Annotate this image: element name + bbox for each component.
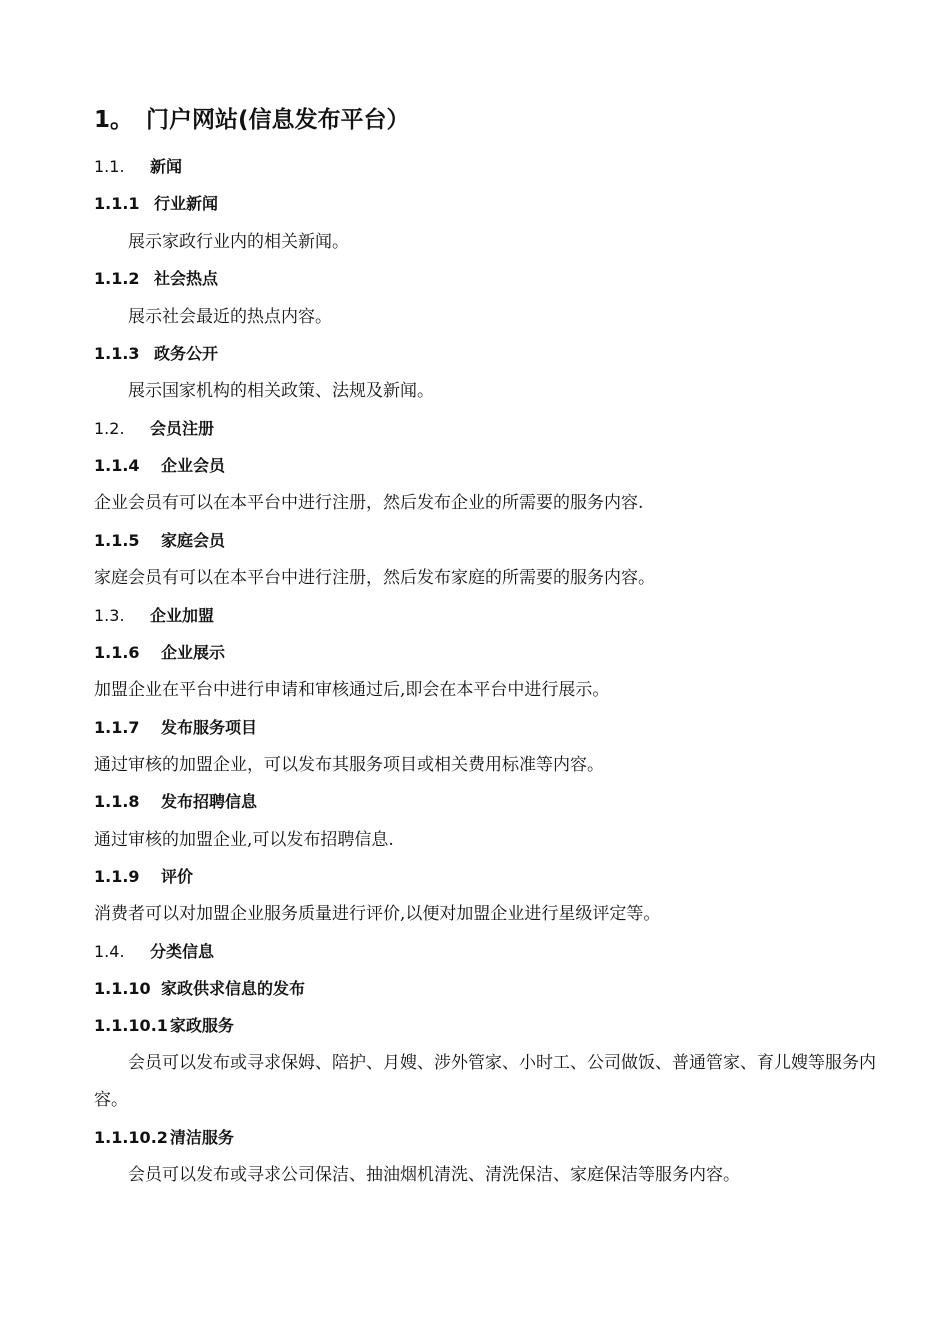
subsection-number: 1.1.5 [94,531,140,550]
subsection-number: 1.1.10 [94,979,151,998]
subsection-number: 1.1.6 [94,643,140,662]
paragraph-cleaning: 会员可以发布或寻求公司保洁、抽油烟机清洗、清洗保洁、家庭保洁等服务内容。 [128,1165,740,1185]
subsubsection-title: 清洁服务 [169,1128,234,1147]
subsection-heading-publish-services [94,715,257,741]
subsection-heading-evaluation [94,864,193,890]
paragraph-housekeeping: 会员可以发布或寻求保姆、陪护、月嫂、涉外管家、小时工、公司做饭、普通管家、育儿嫂等服务内容。 [94,1053,876,1110]
paragraph-enterprise-showcase: 加盟企业在平台中进行申请和审核通过后,即会在本平台中进行展示。 [94,680,610,700]
subsection-number: 1.1.7 [94,718,140,737]
paragraph-enterprise-member: 企业会员有可以在本平台中进行注册，然后发布企业的所需要的服务内容. [94,493,644,513]
subsection-title: 企业展示 [161,643,226,662]
section-heading-member-registration [94,416,214,442]
subsection-number: 1.1.1 [94,194,140,213]
subsection-number: 1.1.2 [94,269,140,288]
subsection-heading-social-hotspots [94,266,218,292]
subsubsection-number: 1.1.10.2 [94,1128,168,1147]
subsection-title: 家政供求信息的发布 [161,979,306,998]
subsubsection-number: 1.1.10.1 [94,1016,168,1035]
heading-number: 1。 [94,107,134,133]
subsection-number: 1.1.9 [94,867,140,886]
paragraph-government-affairs: 展示国家机构的相关政策、法规及新闻。 [128,381,434,401]
paragraph-industry-news: 展示家政行业内的相关新闻。 [128,232,349,252]
subsection-title: 评价 [161,867,194,886]
paragraph-publish-recruitment: 通过审核的加盟企业,可以发布招聘信息. [94,830,394,850]
section-heading-news [94,154,182,180]
section-title: 企业加盟 [150,606,215,625]
subsection-heading-supply-demand [94,976,305,1002]
heading-title: 门户网站(信息发布平台） [146,107,410,133]
subsection-title: 发布服务项目 [161,718,258,737]
section-heading-enterprise-join [94,603,214,629]
heading-1 [94,100,410,140]
subsubsection-heading-cleaning [94,1125,234,1151]
section-heading-classified-info [94,939,214,965]
section-number: 1.3. [94,606,125,625]
section-title: 新闻 [150,157,183,176]
subsection-heading-family-member [94,528,225,554]
subsubsection-title: 家政服务 [169,1016,234,1035]
subsection-title: 政务公开 [154,344,219,363]
subsection-title: 行业新闻 [154,194,219,213]
section-number: 1.4. [94,942,125,961]
subsection-title: 家庭会员 [161,531,226,550]
paragraph-family-member: 家庭会员有可以在本平台中进行注册，然后发布家庭的所需要的服务内容。 [94,568,655,588]
paragraph-social-hotspots: 展示社会最近的热点内容。 [128,307,332,327]
section-title: 分类信息 [150,942,215,961]
subsection-number: 1.1.8 [94,792,140,811]
subsection-heading-industry-news [94,191,218,217]
subsubsection-heading-housekeeping [94,1013,234,1039]
section-title: 会员注册 [150,419,215,438]
subsection-heading-enterprise-member [94,453,225,479]
subsection-title: 发布招聘信息 [161,792,258,811]
subsection-title: 企业会员 [161,456,226,475]
subsection-number: 1.1.4 [94,456,140,475]
subsection-heading-enterprise-showcase [94,640,225,666]
subsection-number: 1.1.3 [94,344,140,363]
subsection-heading-publish-recruitment [94,789,257,815]
section-number: 1.1. [94,157,125,176]
subsection-heading-government-affairs [94,341,218,367]
paragraph-evaluation: 消费者可以对加盟企业服务质量进行评价,以便对加盟企业进行星级评定等。 [94,904,661,924]
paragraph-publish-services: 通过审核的加盟企业，可以发布其服务项目或相关费用标准等内容。 [94,755,604,775]
subsection-title: 社会热点 [154,269,219,288]
section-number: 1.2. [94,419,125,438]
